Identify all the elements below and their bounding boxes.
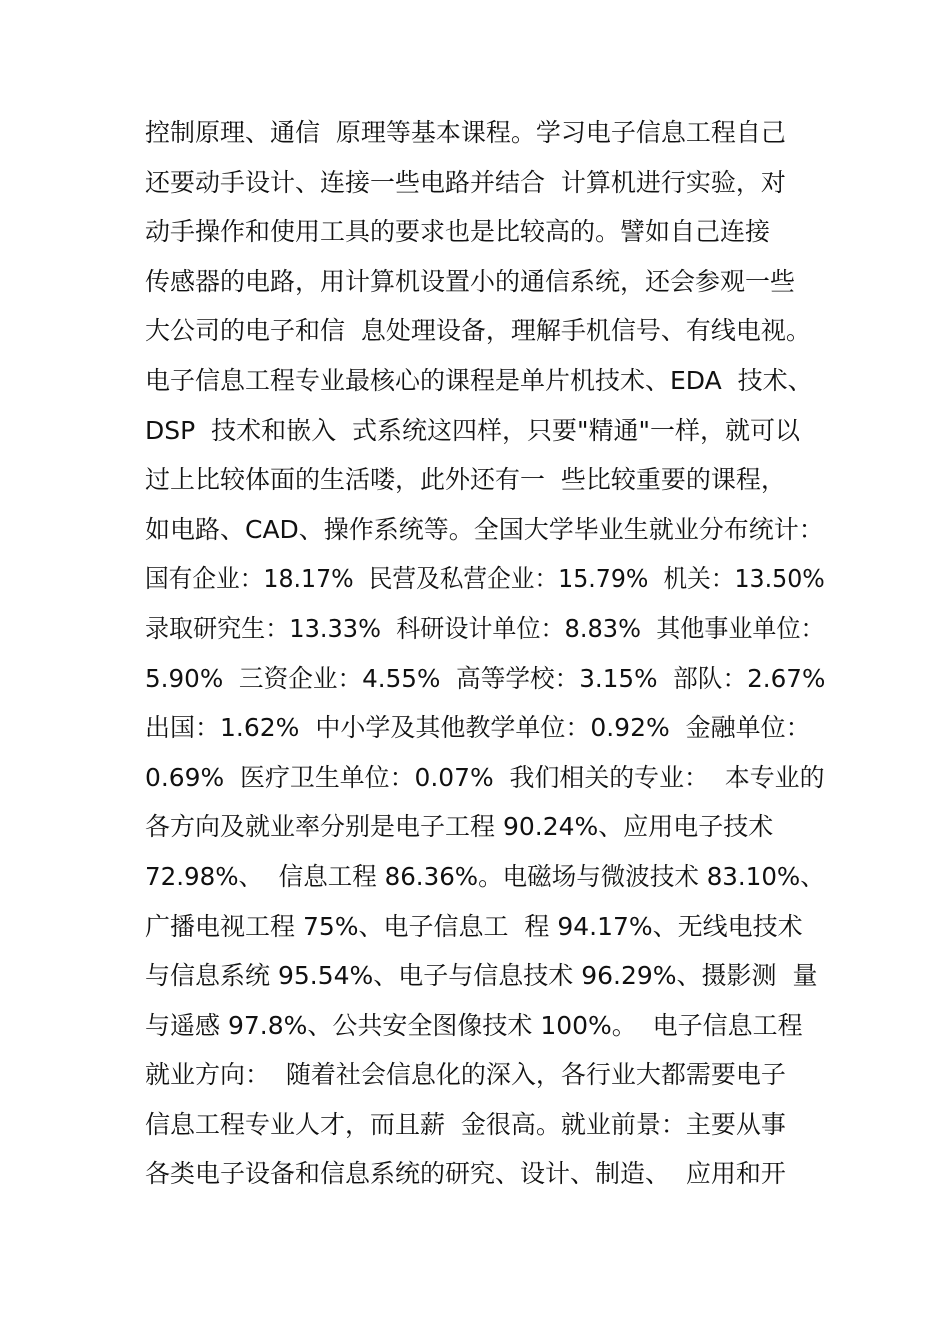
text-line: 各类电子设备和信息系统的研究、设计、制造、 应用和开 [145,1159,786,1189]
text-line: 录取研究生：13.33% 科研设计单位：8.83% 其他事业单位： [145,613,825,643]
text-line: 与信息系统 95.54%、电子与信息技术 96.29%、摄影测 量 [145,961,818,991]
text-line: 72.98%、 信息工程 86.36%。电磁场与微波技术 83.10%、 [145,861,825,891]
text-line: 出国：1.62% 中小学及其他教学单位：0.92% 金融单位： [145,713,811,743]
text-line: 大公司的电子和信 息处理设备，理解手机信号、有线电视。 [145,316,811,346]
text-line: 5.90% 三资企业：4.55% 高等学校：3.15% 部队：2.67% [145,663,826,693]
text-line: 传感器的电路，用计算机设置小的通信系统，还会参观一些 [145,266,796,296]
text-line: 动手操作和使用工具的要求也是比较高的。譬如自己连接 [145,217,771,247]
text-line: 如电路、CAD、操作系统等。全国大学毕业生就业分布统计： [145,514,824,544]
text-line: 广播电视工程 75%、电子信息工 程 94.17%、无线电技术 [145,911,803,941]
text-line: 控制原理、通信 原理等基本课程。学习电子信息工程自己 [145,118,786,147]
text-line: 过上比较体面的生活喽，此外还有一 些比较重要的课程， [145,465,786,495]
text-line: 各方向及就业率分别是电子工程 90.24%、应用电子技术 [145,812,774,842]
text-line: 信息工程专业人才，而且薪 金很高。就业前景：主要从事 [145,1109,786,1139]
text-line: 还要动手设计、连接一些电路并结合 计算机进行实验，对 [145,167,786,197]
text-line: 国有企业：18.17% 民营及私营企业：15.79% 机关：13.50% [145,564,825,594]
text-line: DSP 技术和嵌入 式系统这四样，只要"精通"一样，就可以 [145,415,800,445]
text-line: 0.69% 医疗卫生单位：0.07% 我们相关的专业： 本专业的 [145,762,825,792]
text-line: 与遥感 97.8%、公共安全图像技术 100%。 电子信息工程 [145,1010,803,1040]
text-line: 电子信息工程专业最核心的课程是单片机技术、EDA 技术、 [145,365,813,395]
text-line: 就业方向： 随着社会信息化的深入，各行业大都需要电子 [145,1060,786,1090]
body-text [145,108,825,1199]
